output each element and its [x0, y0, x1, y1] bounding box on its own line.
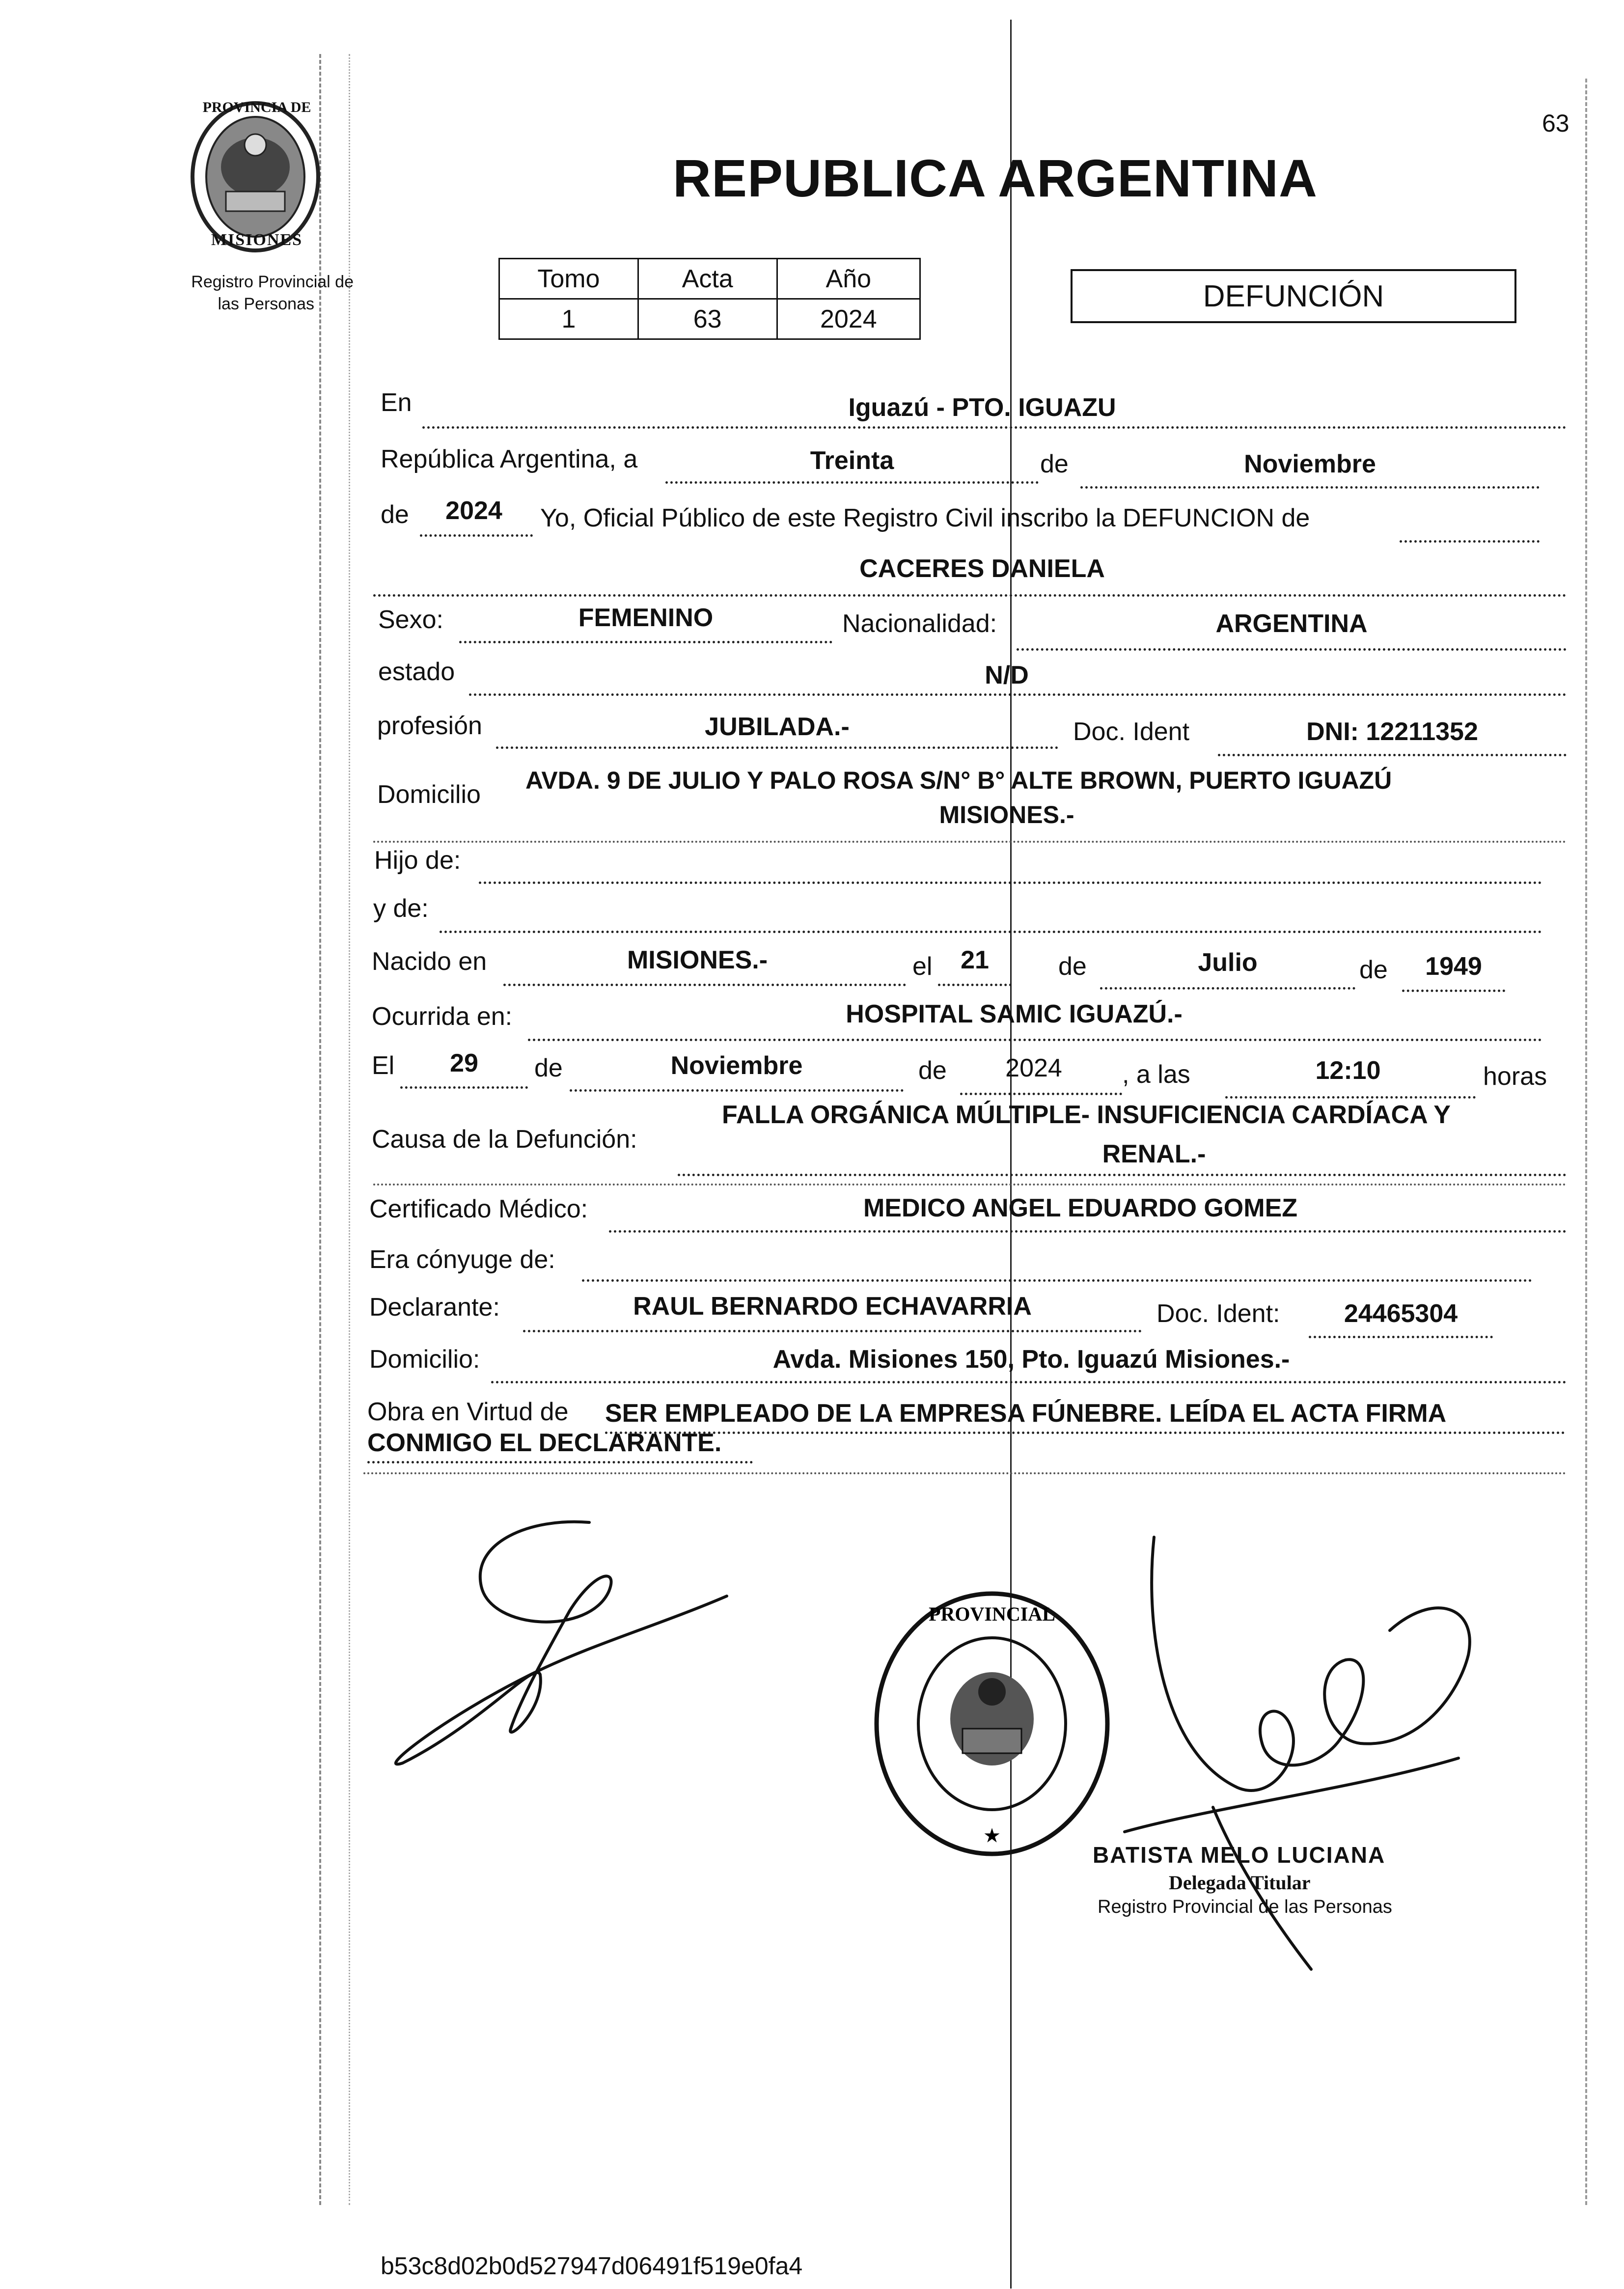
- table-value-tomo: 1: [499, 299, 638, 339]
- ocurrida-value: HOSPITAL SAMIC IGUAZÚ.-: [846, 1000, 1183, 1028]
- decl-doc-value: 24465304: [1344, 1299, 1458, 1328]
- nacionalidad-label: Nacionalidad:: [842, 609, 997, 638]
- El-label: El: [372, 1051, 395, 1080]
- official-stamp-icon: [869, 1586, 1115, 1861]
- nac-anio-dotline: [1402, 990, 1505, 992]
- causa-line-2: RENAL.-: [1102, 1140, 1206, 1168]
- profesion-value: JUBILADA.-: [705, 713, 850, 741]
- table-header-acta: Acta: [638, 259, 777, 299]
- dia-value: Treinta: [810, 446, 894, 475]
- decl-domicilio-label: Domicilio:: [369, 1345, 480, 1374]
- decl-doc-label: Doc. Ident:: [1156, 1299, 1280, 1328]
- table-value-anio: 2024: [777, 299, 920, 339]
- svg-text:★: ★: [984, 1826, 1000, 1846]
- dia-dotline: [665, 481, 1039, 484]
- profesion-dotline: [496, 746, 1058, 749]
- yde-label: y de:: [373, 894, 429, 923]
- estado-value: N/D: [985, 661, 1029, 689]
- en-dotline: [422, 426, 1567, 429]
- left-margin-line: [319, 54, 321, 2205]
- nac-mes-value: Julio: [1198, 948, 1258, 977]
- obra-line-1: SER EMPLEADO DE LA EMPRESA FÚNEBRE. LEÍDA EL ACTA FIRMA: [605, 1399, 1447, 1428]
- domicilio-line-2: MISIONES.-: [939, 801, 1074, 828]
- obra-separator: [363, 1472, 1567, 1474]
- registry-table: [498, 258, 921, 340]
- seal-text-bottom: MISIONES: [211, 231, 303, 249]
- def-anio-dotline: [960, 1093, 1122, 1095]
- table-header-anio: Año: [777, 259, 920, 299]
- alas-label: , a las: [1122, 1060, 1190, 1089]
- nombre-value: CACERES DANIELA: [859, 554, 1105, 583]
- certificado-label: Certificado Médico:: [369, 1195, 588, 1223]
- de-label-1: de: [1040, 450, 1069, 478]
- de-label-6: de: [918, 1056, 947, 1085]
- de-label-5: de: [534, 1054, 563, 1082]
- ocurrida-dotline: [528, 1039, 1542, 1041]
- hora-dotline: [1225, 1096, 1476, 1099]
- footer-hash: b53c8d02b0d527947d06491f519e0fa4: [381, 2252, 803, 2280]
- hijo-dotline: [479, 882, 1542, 884]
- seal-text-top: PROVINCIA DE: [202, 99, 311, 115]
- sexo-value: FEMENINO: [578, 604, 714, 632]
- official-title: Delegada Titular: [1169, 1872, 1311, 1894]
- declarante-dotline: [523, 1330, 1142, 1332]
- def-dia-value: 29: [450, 1049, 478, 1077]
- en-value: Iguazú - PTO. IGUAZU: [848, 393, 1116, 422]
- obra-dotline-2: [367, 1461, 753, 1463]
- decl-doc-dotline: [1309, 1336, 1493, 1338]
- registro-line-2: las Personas: [218, 295, 314, 313]
- domicilio-label: Domicilio: [377, 780, 481, 809]
- nacido-label: Nacido en: [372, 947, 487, 976]
- mes-dotline: [1080, 486, 1540, 489]
- registro-line-1: Registro Provincial de: [191, 273, 354, 291]
- causa-separator: [373, 1184, 1567, 1186]
- nacionalidad-value: ARGENTINA: [1215, 609, 1368, 638]
- causa-dotline: [678, 1174, 1567, 1176]
- svg-text:PROVINCIAL: PROVINCIAL: [929, 1603, 1055, 1625]
- profesion-label: profesión: [377, 712, 482, 740]
- yde-dotline: [440, 931, 1542, 933]
- def-mes-value: Noviembre: [670, 1051, 803, 1080]
- left-margin-line-2: [349, 54, 350, 2205]
- def-anio-value: 2024: [1005, 1054, 1062, 1082]
- obra-dotline-1: [605, 1432, 1565, 1434]
- doc-ident-value: DNI: 12211352: [1306, 717, 1478, 746]
- sexo-dotline: [459, 641, 832, 643]
- inscribo-dotline: [1400, 540, 1540, 543]
- def-mes-dotline: [570, 1089, 904, 1092]
- republica-label: República Argentina, a: [381, 445, 638, 473]
- decl-domicilio-value: Avda. Misiones 150, Pto. Iguazú Misiones.-: [772, 1345, 1290, 1374]
- nacido-value: MISIONES.-: [627, 946, 768, 974]
- certificado-value: MEDICO ANGEL EDUARDO GOMEZ: [863, 1194, 1298, 1222]
- declarante-label: Declarante:: [369, 1293, 500, 1322]
- hora-value: 12:10: [1315, 1056, 1381, 1085]
- en-label: En: [381, 388, 412, 417]
- nac-dia-dotline: [938, 984, 1012, 986]
- obra-line-2: CONMIGO EL DECLARANTE.: [367, 1429, 722, 1457]
- conyuge-dotline: [582, 1279, 1532, 1282]
- estado-label: estado: [378, 658, 455, 686]
- def-dia-dotline: [400, 1086, 528, 1089]
- official-name: BATISTA MELO LUCIANA: [1093, 1842, 1386, 1868]
- nacionalidad-dotline: [1017, 648, 1567, 651]
- decl-domicilio-dotline: [491, 1381, 1567, 1383]
- anio-value: 2024: [445, 496, 502, 525]
- conyuge-label: Era cónyuge de:: [369, 1245, 555, 1274]
- doc-ident-label: Doc. Ident: [1073, 717, 1190, 746]
- declarant-signature-icon: [383, 1513, 737, 1768]
- table-header-tomo: Tomo: [499, 259, 638, 299]
- el-label: el: [912, 952, 933, 981]
- hijo-label: Hijo de:: [374, 846, 461, 875]
- domicilio-separator: [373, 841, 1567, 843]
- sexo-label: Sexo:: [378, 606, 443, 634]
- causa-label: Causa de la Defunción:: [372, 1125, 637, 1154]
- doc-type-label: DEFUNCIÓN: [1203, 279, 1384, 313]
- mes-value: Noviembre: [1244, 450, 1376, 478]
- estado-dotline: [469, 693, 1567, 696]
- nac-anio-value: 1949: [1425, 952, 1482, 981]
- right-margin-line: [1585, 79, 1587, 2205]
- horas-label: horas: [1483, 1062, 1547, 1091]
- obra-label: Obra en Virtud de: [367, 1398, 569, 1426]
- domicilio-line-1: AVDA. 9 DE JULIO Y PALO ROSA S/N° B° ALTE BROWN, PUERTO IGUAZÚ: [525, 767, 1392, 794]
- ocurrida-label: Ocurrida en:: [372, 1002, 513, 1031]
- inscribo-text: Yo, Oficial Público de este Registro Civil inscribo la DEFUNCION de: [540, 504, 1310, 532]
- nacido-dotline: [503, 984, 906, 986]
- causa-line-1: FALLA ORGÁNICA MÚLTIPLE- INSUFICIENCIA CARDÍACA Y: [722, 1101, 1451, 1129]
- page-number: 63: [1542, 110, 1569, 137]
- anio-dotline: [420, 534, 533, 537]
- de-label-2: de: [381, 500, 409, 529]
- nac-dia-value: 21: [961, 946, 989, 974]
- document-title: REPUBLICA ARGENTINA: [673, 148, 1318, 208]
- doc-ident-dotline: [1218, 754, 1567, 756]
- nac-mes-dotline: [1100, 987, 1355, 990]
- official-office: Registro Provincial de las Personas: [1098, 1897, 1392, 1917]
- declarante-value: RAUL BERNARDO ECHAVARRIA: [633, 1292, 1032, 1321]
- table-value-acta: 63: [638, 299, 777, 339]
- nombre-dotline: [373, 594, 1567, 597]
- de-label-3: de: [1058, 952, 1087, 981]
- certificado-dotline: [609, 1230, 1567, 1233]
- de-label-4: de: [1359, 956, 1388, 984]
- doc-type-box: [1071, 269, 1516, 323]
